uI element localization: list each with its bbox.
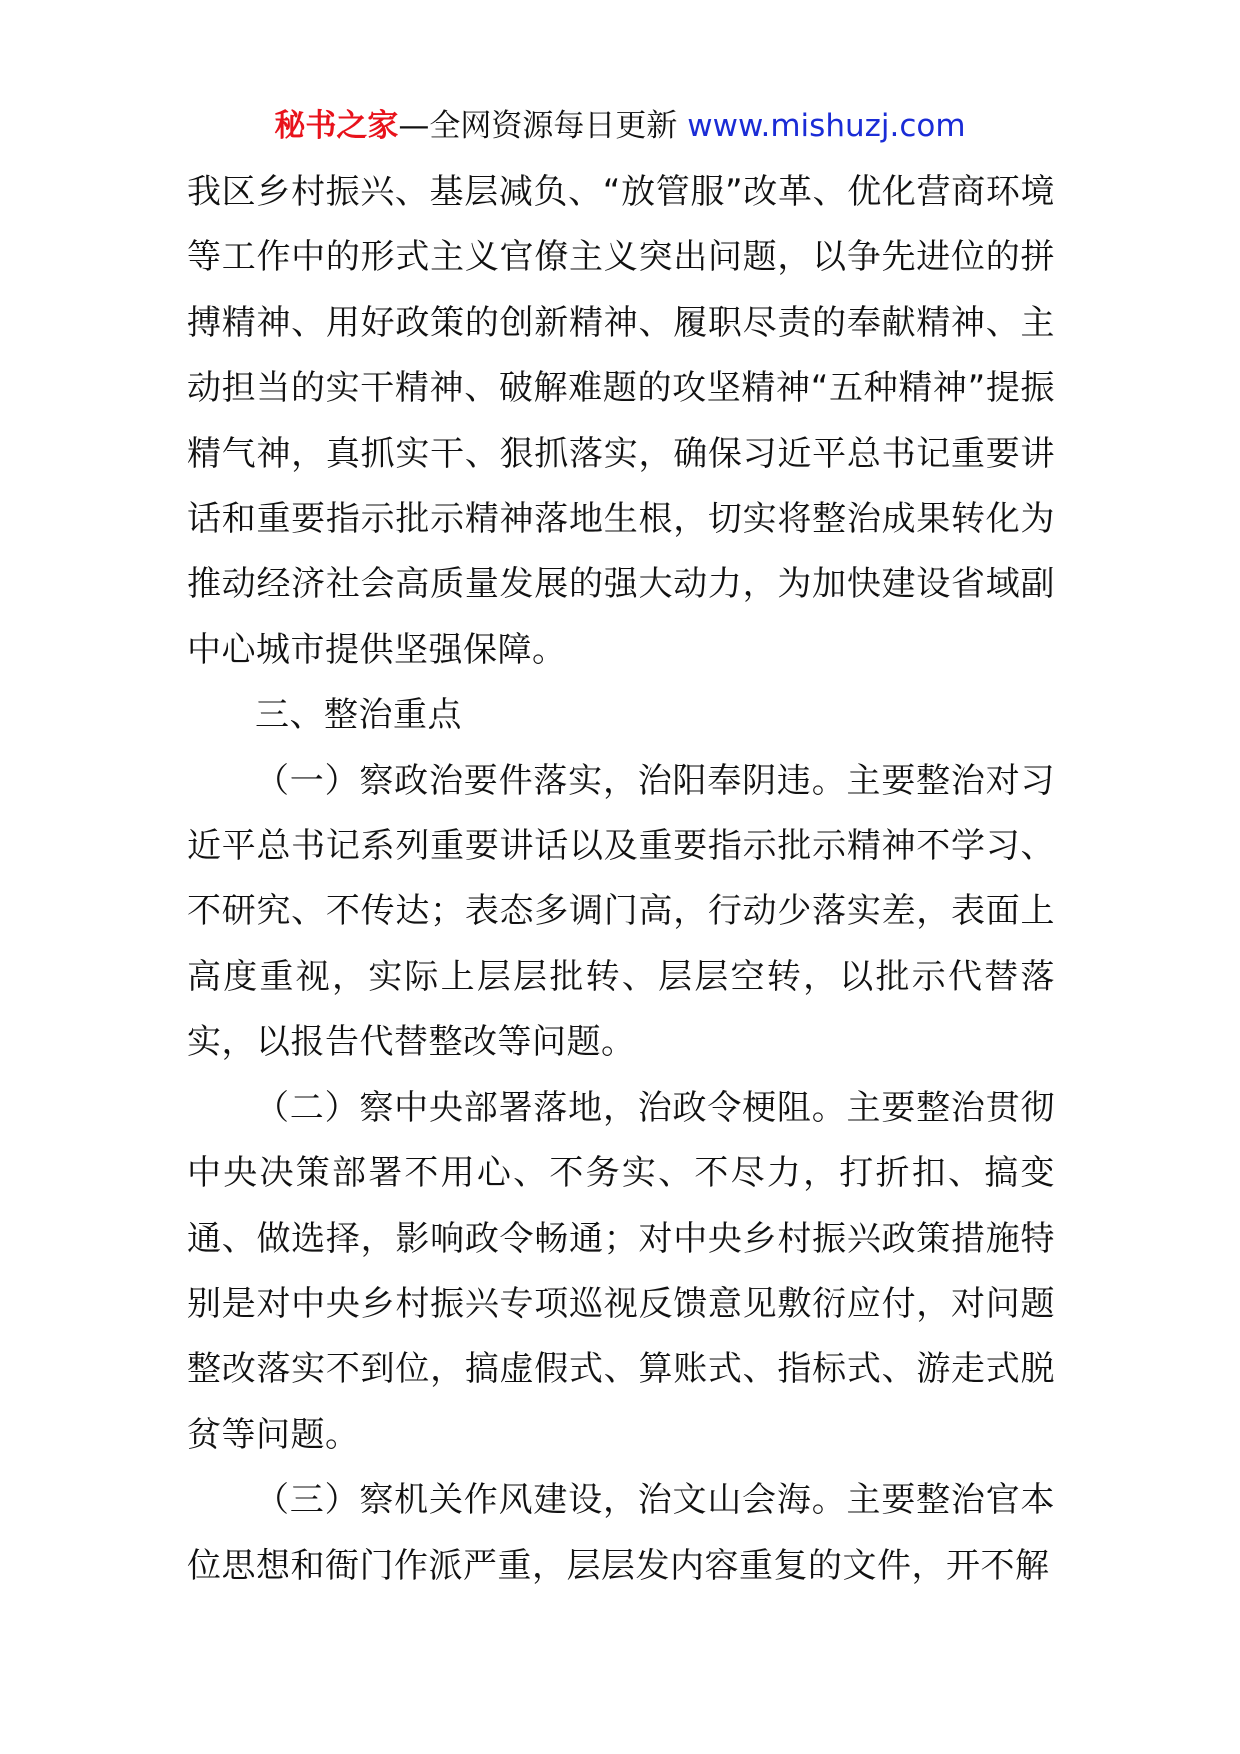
- paragraph: （二）察中央部署落地，治政令梗阻。主要整治贯彻中央决策部署不用心、不务实、不尽力，打折扣、搞变通、做选择，影响政令畅通；对中央乡村振兴政策措施特别是对中央乡村振兴专项巡视反馈意见敷衍应付，对问题整改落实不到位，搞虚假式、算账式、指标式、游走式脱贫等问题。: [187, 1087, 1055, 1455]
- document-body: [187, 160, 1055, 1599]
- header-url[interactable]: www.mishuzj.com: [687, 108, 966, 144]
- watermark-header: [0, 104, 1240, 148]
- section-heading: 三、整治重点: [255, 695, 462, 736]
- paragraph: （三）察机关作风建设，治文山会海。主要整治官本位思想和衙门作派严重，层层发内容重复的文件，开不解: [187, 1480, 1055, 1586]
- header-slogan: —全网资源每日更新: [398, 108, 678, 144]
- paragraph: （一）察政治要件落实，治阳奉阴违。主要整治对习近平总书记系列重要讲话以及重要指示批示精神不学习、不研究、不传达；表态多调门高，行动少落实差，表面上高度重视，实际上层层批转、层层空转，以批示代替落实，以报告代替整改等问题。: [187, 760, 1055, 1063]
- paragraph: 我区乡村振兴、基层减负、“放管服”改革、优化营商环境等工作中的形式主义官僚主义突出问题，以争先进位的拼搏精神、用好政策的创新精神、履职尽责的奉献精神、主动担当的实干精神、破解难题的攻坚精神“五种精神”提振精气神，真抓实干、狠抓落实，确保习近平总书记重要讲话和重要指示批示精神落地生根，切实将整治成果转化为推动经济社会高质量发展的强大动力，为加快建设省域副中心城市提供坚强保障。: [187, 172, 1055, 670]
- header-brand: 秘书之家: [274, 108, 399, 144]
